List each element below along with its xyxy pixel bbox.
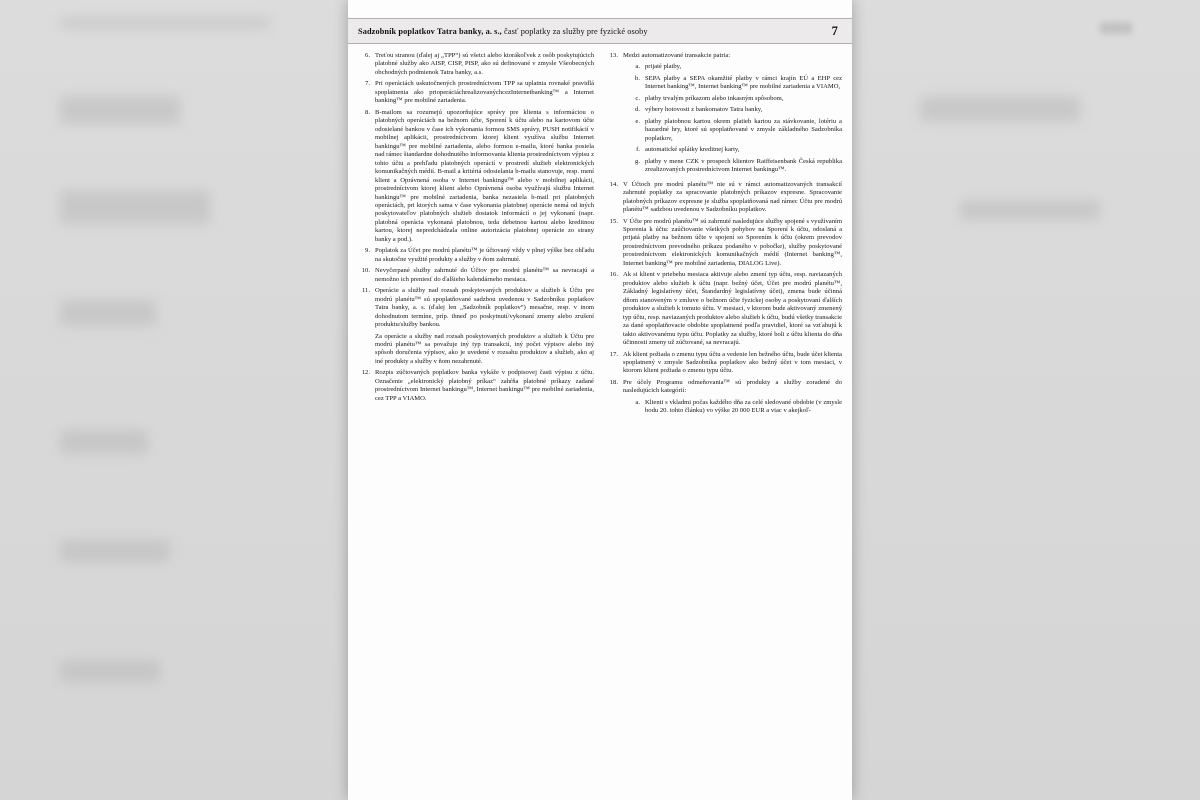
sub-list-body: SEPA platby a SEPA okamžité platby v rámci krajín EÚ a EHP cez Internet banking™, Internet banking™ pre mobilné zariadenia a VIAMO, [645,74,842,91]
sub-list-marker: c. [635,94,640,102]
list-item [358,52,594,77]
sub-list-item [623,75,842,92]
list-item [358,80,594,105]
sub-list-item [623,146,842,154]
list-body [623,351,842,376]
page-header [348,18,852,44]
list-item [606,218,842,269]
list-item [358,247,594,264]
list-body [623,218,842,269]
list-item [358,287,594,366]
list-marker: 18. [609,378,618,386]
right-column [606,52,842,422]
sub-list-body: výbery hotovosti z bankomatov Tatra banky, [645,106,763,114]
paragraph: Treťou stranou (ďalej aj „TPP“) sú všetci alebo ktorákoľvek z osôb poskytujúcich platobné služby ako AISP, CISP, PISP, ako sú definované v zmysle Všeobecných obchodných podmienok Tatra banky, a.s. [375,52,594,76]
header-title [358,27,648,36]
sub-list-body: platby v mene CZK v prospech klientov Raiffeisenbank Česká republika zrealizovaných prostredníctvom Internet bankingu™. [645,157,842,174]
left-column [358,52,594,422]
bg-artifact [60,96,180,124]
list-marker: 8. [365,108,370,116]
sub-list [623,399,842,416]
list-item [606,351,842,376]
paragraph: Za operácie a služby nad rozsah poskytovaných produktov a služieb k Účtu pre modrú planétu™ sa považuje iný typ transakcií, iný počet výpisov alebo iný spôsob doručenia výpisov, ako je uvedené v rozsahu produktov a služieb, ako aj iné produkty a služby v ňom nezahrnuté. [375,332,594,365]
list-marker: 11. [362,287,370,295]
list-item [358,109,594,245]
list-body [623,379,842,419]
list-body [623,181,842,215]
list-body [623,52,842,178]
text-columns [348,52,852,422]
sub-list-item [623,118,842,143]
paragraph: Operácie a služby nad rozsah poskytovaných produktov a služieb k Účtu pre modrú planétu™ sú spoplatňované sadzbou uvedenou v Sadzobníku poplatkov Tatra banky, a. s. (ďalej len „Sadzobník poplatkov“) mesačne, resp. v inom dohodnutom termíne, príp. ihneď po poskytnutí/vykonaní zmeny alebo zrušení produktu/služby bankou. [375,287,594,329]
list-body [375,267,594,284]
sub-list-item [623,399,842,416]
document-page [348,0,852,800]
paragraph: B-mailom sa rozumejú upozorňujúce správy pre klienta s informáciou o platobných operáciách na bežnom účte, Sporení k účtu alebo na kartovom účte odosielané bankou v čase ich vykonania formou SMS správy, PUSH notifikácií v mobilnej aplikácii, prostredníctvom ktorej klient využíva službu Internet bankingu™ pre mobilné zariadenia, alebo formou e-mailu, ktoré banka posiela nad rámec štandardne dohodnutého informovania klienta prostredníctvom výpisu z tohto účtu a prehľadu platobných operácií v prostredí služieb elektronických komunikačných médií. B-mail a kritériá odosielania b-mailu stanovuje, resp. mení klient a Oprávnená osoba v Internet bankingu™ alebo v mobilnej aplikácii, prostredníctvom ktorej klient alebo Oprávnená osoba využívajú službu Internet bankingu™ pre mobilné zariadenia, banka nezasiela b-mail pri platobných operáciách, pri ktorých sama v čase vykonania platobnej operácie nemá od iných poskytovateľov platobných služieb dostatok informácií o jej vykonaní (napr. platobná operácia vykonaná platobnou, teda debetnou kartou alebo kreditnou kartou, ktorej nepredchádzala online autorizácia platobnej operácie zo strany banky a pod.). [375,108,594,243]
sub-list-marker: f. [636,146,640,154]
list-item [358,267,594,284]
paragraph: V Účtoch pre modrú planétu™ nie sú v rámci automatizovaných transakcií zahrnuté poplatky za spracovanie platobných príkazov expresne. Spracovanie platobných príkazov expresne je služba spoplatňovaná nad rámec Účtu pre modrú planétu™ sadzbou uvedenou v Sadzobníku poplatkov. [623,180,842,214]
list-body [623,271,842,347]
paragraph: Pri operáciách uskutočnených prostredníctvom TPP sa uplatnia rovnaké pravidlá spoplatnenia ako prioperáciáchrealizovanýchcezInternetbanking™ a Internet banking™ pre mobilné zariadenia. [375,80,594,105]
sub-list-item [623,158,842,175]
bg-artifact [920,96,1080,122]
list-marker: 14. [609,180,618,188]
sub-list-marker: e. [635,117,640,125]
list-body [375,287,594,366]
list-marker: 6. [365,52,370,59]
list-item [606,271,842,347]
bg-artifact [960,200,1100,220]
bg-artifact [60,300,156,326]
page-number: 7 [831,23,838,38]
paragraph: Rozpis zúčtovaných poplatkov banka vykáže v podpisovej časti výpisu z účtu. Označenie „elektronický platobný príkaz“ zahŕňa platobné príkazy zadané prostredníctvom Internet bankingu™, Internet bankingu™ pre mobilné zariadenia, cez TPP a VIAMO. [375,369,594,402]
paragraph: Pre účely Programu odmeňovania™ sú produkty a služby zoradené do nasledujúcich kategórií: [623,378,842,395]
list-body [375,80,594,105]
list-item [606,181,842,215]
list-item [606,52,842,178]
sub-list-body: platby trvalým príkazom alebo inkasným spôsobom, [645,94,784,102]
list-marker: 12. [361,369,370,377]
sub-list [623,63,842,174]
header-title-bold: Sadzobník poplatkov Tatra banky, a. s., [358,26,502,36]
bg-artifact [1100,22,1132,34]
list-body [375,52,594,77]
paragraph: Ak si klient v priebehu mesiaca aktivuje alebo zmení typ účtu, resp. naviazaných produktov alebo služieb k účtu (napr. bežný účet, Účet pre modrú planétu™, Základný legislatívny účet, Štandardný legislatívny účet), zmena bude účinná dňom stanoveným v zmluve o bežnom účte fyzickej osoby a poskytovaní ďalších produktov a služieb k tomuto účtu. V mesiaci, v ktorom bude aktivovaný zmenený typ účtu, resp. naviazaných produktov alebo služieb k účtu, budú všetky transakcie za dané spoplatňovacie obdobie spoplatnené podľa pravidiel, ktoré sa vzťahujú k takto aktivovanému typu účtu. Poplatky za služby, ktoré boli z účtu klienta do dňa účinnosti zmeny už zúčtované, sa nevracajú. [623,271,842,347]
header-title-rest: časť poplatky za služby pre fyzické osoby [501,26,648,36]
sub-list-body: platby platobnou kartou okrem platieb kartou za stávkovanie, lotériu a hazardné hry, ktoré sú spoplatňované v zmysle základného Sadzobníka poplatkov, [645,117,842,142]
bg-artifact [60,190,210,224]
sub-list-body: prijaté platby, [645,63,682,71]
paragraph: V Účte pre modrú planétu™ sú zahrnuté nasledujúce služby spojené s využívaním Sporenia k účtu: zaúčtovanie všetkých pohybov na Sporení k účtu, odoslaná a prijatá platby na bežnom účte v spojení so Sporením k účtu (okrem prevodov prostredníctvom prevodného príkazu podaného v pobočke), služby poskytované prostredníctvom elektronických komunikačných médií (Internet banking™, Internet banking™ pre mobilné zariadenia, DIALOG Live). [623,217,842,267]
list-marker: 17. [609,350,618,358]
list-marker: 13. [609,52,618,59]
sub-list-marker: a. [635,63,640,71]
sub-list-item [623,63,842,71]
list-marker: 7. [365,80,370,88]
sub-list-body: Klienti s vkladmi počas každého dňa za celé sledované obdobie (v zmysle bodu 20. tohto článku) vo výške 20 000 EUR a viac v akejkoľ- [645,398,842,415]
sub-list-marker: b. [635,74,640,82]
bg-artifact [60,660,160,682]
list-marker: 9. [365,247,370,255]
paragraph: Medzi automatizované transakcie patria: [623,52,731,59]
list-body [375,247,594,264]
sub-list-item [623,95,842,103]
list-body [375,109,594,245]
bg-artifact [60,18,270,28]
sub-list-marker: a. [635,398,640,406]
sub-list-item [623,106,842,114]
sub-list-body: automatické splátky kreditnej karty, [645,146,740,154]
sub-list-marker: g. [635,157,640,165]
sub-list-marker: d. [635,106,640,114]
list-body [375,369,594,403]
list-marker: 10. [361,267,370,275]
list-item [358,369,594,403]
paragraph: Ak klient požiada o zmenu typu účtu a vedenie len bežného účtu, bude účet klienta spoplatnený v zmysle Sadzobníka poplatkov ako bežný účet v tom mesiaci, v ktorom klient požiada o zmenu typu účtu. [623,350,842,375]
bg-artifact [60,430,148,454]
list-marker: 16. [609,271,618,279]
paragraph: Nevyčerpané služby zahrnuté do Účtov pre modrú planétu™ sa nevracajú a nemožno ich preniesť do ďalšieho kalendárneho mesiaca. [375,267,594,283]
list-item [606,379,842,419]
paragraph: Poplatok za Účet pre modrú planétu™ je účtovaný vždy v plnej výške bez ohľadu na skutočne využité produkty a služby v ňom zahrnuté. [375,247,594,263]
list-marker: 15. [609,217,618,225]
bg-artifact [60,540,170,562]
